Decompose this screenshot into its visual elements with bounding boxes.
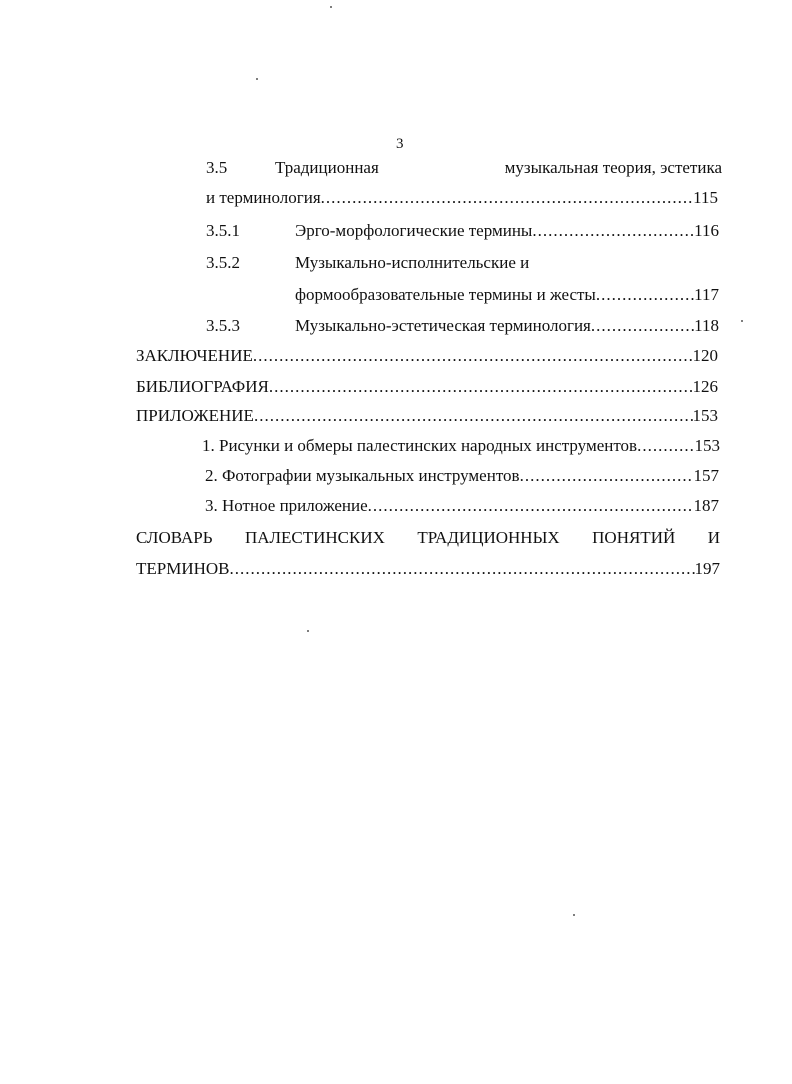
- dot-leader: [591, 315, 694, 337]
- page-ref: 118: [694, 316, 719, 335]
- toc-entry-bibliography[interactable]: [136, 376, 718, 398]
- section-number: 3.5: [206, 158, 228, 177]
- dot-leader: [253, 345, 693, 367]
- dot-leader: [596, 284, 694, 306]
- glossary-title-line2: ТЕРМИНОВ: [136, 559, 230, 578]
- glossary-word: И: [707, 528, 720, 547]
- appendix-item-title: 1. Рисунки и обмеры палестинских народных инструментов: [202, 436, 638, 455]
- dot-leader: [321, 187, 693, 209]
- page-ref: 153: [692, 406, 718, 425]
- page-ref: 120: [692, 346, 718, 365]
- glossary-word: СЛОВАРЬ: [136, 528, 213, 547]
- scan-speck: [330, 6, 332, 8]
- section-title-part1: Традиционная: [275, 158, 379, 177]
- scan-speck: [256, 78, 258, 80]
- chapter-title: ЗАКЛЮЧЕНИЕ: [136, 346, 253, 365]
- chapter-title: ПРИЛОЖЕНИЕ: [136, 406, 254, 425]
- scan-speck: [741, 320, 743, 322]
- page-ref: 157: [693, 466, 719, 485]
- dot-leader: [254, 405, 693, 427]
- section-number: 3.5.3: [206, 316, 240, 335]
- page-number: 3: [396, 136, 404, 152]
- toc-entry-appendix[interactable]: [136, 405, 718, 427]
- page-ref: 117: [694, 285, 719, 304]
- scan-speck: [307, 630, 309, 632]
- section-title-part2: музыкальная теория, эстетика: [504, 158, 722, 177]
- section-title: Эрго-морфологические термины: [295, 221, 533, 240]
- toc-entry-appendix-item[interactable]: [202, 435, 720, 457]
- appendix-item-title: 3. Нотное приложение: [205, 496, 368, 515]
- section-number: 3.5.2: [206, 253, 240, 272]
- section-title-line2: формообразовательные термины и жесты: [295, 285, 596, 304]
- page-ref: 153: [694, 436, 720, 455]
- dot-leader: [269, 376, 693, 398]
- scan-speck: [573, 914, 575, 916]
- toc-entry-appendix-item[interactable]: [205, 495, 719, 517]
- glossary-word: ТРАДИЦИОННЫХ: [417, 528, 560, 547]
- toc-entry-appendix-item[interactable]: [205, 465, 719, 487]
- dot-leader: [368, 495, 694, 517]
- chapter-title: БИБЛИОГРАФИЯ: [136, 377, 269, 396]
- page-ref: 116: [694, 221, 719, 240]
- appendix-item-title: 2. Фотографии музыкальных инструментов: [205, 466, 520, 485]
- page-ref: 115: [693, 188, 718, 207]
- section-title-line2: и терминология: [206, 188, 321, 207]
- glossary-word: ПАЛЕСТИНСКИХ: [244, 528, 385, 547]
- section-title-line1: Музыкально-исполнительские и: [295, 253, 530, 272]
- dot-leader: [637, 435, 694, 457]
- dot-leader: [532, 220, 694, 242]
- page-ref: 126: [692, 377, 718, 396]
- page-ref: 197: [694, 559, 720, 578]
- glossary-title-line1: [136, 527, 720, 549]
- dot-leader: [230, 558, 695, 580]
- section-title: Музыкально-эстетическая терминология: [295, 316, 591, 335]
- dot-leader: [520, 465, 694, 487]
- page-ref: 187: [693, 496, 719, 515]
- glossary-word: ПОНЯТИЙ: [592, 528, 676, 547]
- toc-entry-conclusion[interactable]: [136, 345, 718, 367]
- section-number: 3.5.1: [206, 221, 240, 240]
